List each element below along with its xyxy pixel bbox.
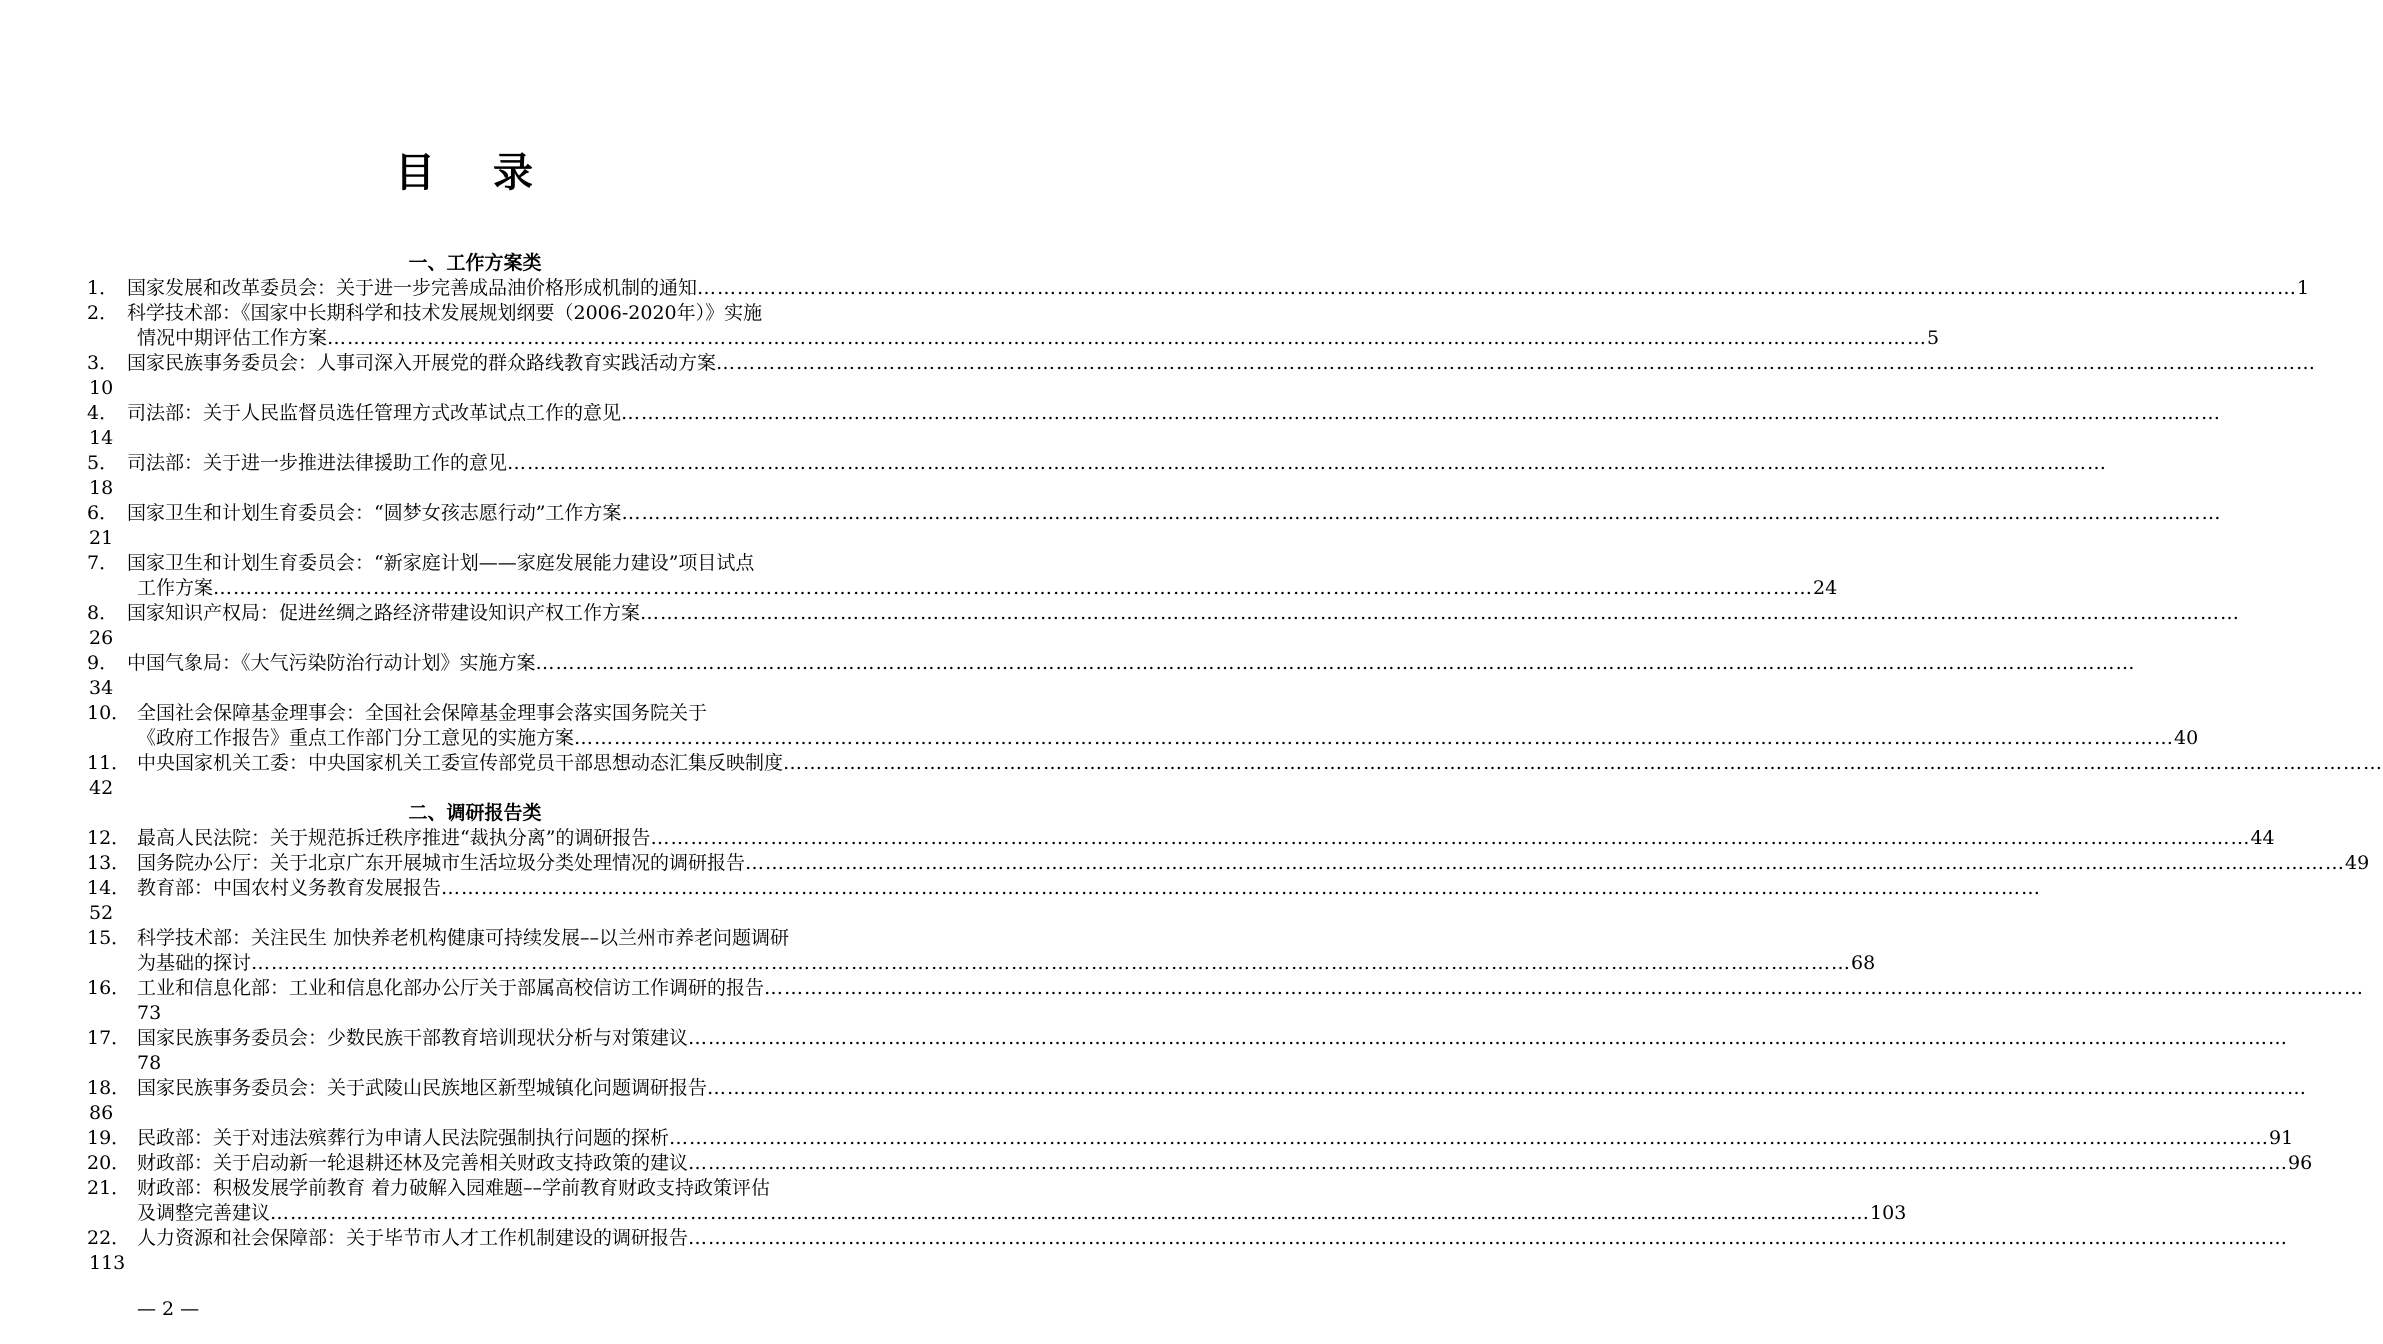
entry-number: 8． [87,602,119,624]
entry-text [127,451,2108,476]
page-number: 73 [137,1002,162,1024]
entry-title: 科学技术部：关注民生 加快养老机构健康可持续发展––以兰州市养老问题调研 [137,927,790,949]
entry-number: 20． [87,1152,131,1174]
page-footer: — 2 — [137,1298,200,1320]
entry-title: 国务院办公厅：关于北京广东开展城市生活垃圾分类处理情况的调研报告 [137,852,746,874]
page-number-line [0,376,950,401]
entry-title: 国家民族事务委员会：少数民族干部教育培训现状分析与对策建议 [137,1027,689,1049]
entry-number: 17． [87,1027,131,1049]
entry-text [137,826,2275,851]
page-number: 86 [89,1102,114,1124]
entry-text [137,976,2365,1001]
entry-text [127,351,2317,376]
page-number-line [0,776,950,801]
toc-entry-line [0,1226,2289,1251]
entry-title: 国家卫生和计划生育委员会：“新家庭计划——家庭发展能力建设”项目试点 [127,552,755,574]
toc-entry-line [0,326,1940,351]
leader-dots: …………………………………………………………………………………………………………………………………………………………………………………………………………………… [327,327,1928,349]
page-number: 42 [89,777,114,799]
leader-dots: …………………………………………………………………………………………………………………………………………………………………………………………………………………… [745,852,2346,874]
entry-number: 2． [87,302,119,324]
page-number: 44 [2250,827,2275,849]
entry-number: 9． [87,652,119,674]
entry-number: 6． [87,502,119,524]
toc-entry-line [0,501,2222,526]
entry-number: 14． [87,877,131,899]
page-number-line [0,526,950,551]
toc-entry-line [0,276,2310,301]
toc-entry-line [0,1176,950,1201]
leader-dots: …………………………………………………………………………………………………………………………………………………………………………………………………………………… [707,1077,2308,1099]
entry-number: 1． [87,277,119,299]
page-number-line [0,1001,950,1026]
entry-number: 13． [87,852,131,874]
toc-entry-line [0,1126,2294,1151]
toc-entry-line [0,576,1838,601]
entry-title: 国家发展和改革委员会：关于进一步完善成品油价格形成机制的通知 [127,277,698,299]
leader-dots: …………………………………………………………………………………………………………………………………………………………………………………………………………………… [640,602,2241,624]
page-number-line [0,1101,950,1126]
page-number: 21 [89,527,114,549]
page-number-line [0,1251,950,1276]
page-number: 10 [89,377,114,399]
page-number-line [0,901,950,926]
entry-text [127,601,2241,626]
entry-title: 工作方案 [137,577,214,599]
leader-dots: …………………………………………………………………………………………………………………………………………………………………………………………………………………… [535,652,2136,674]
page-number: 40 [2174,727,2199,749]
leader-dots: …………………………………………………………………………………………………………………………………………………………………………………………………………………… [688,1027,2289,1049]
entry-number: 22． [87,1227,131,1249]
leader-dots: …………………………………………………………………………………………………………………………………………………………………………………………………………………… [251,952,1852,974]
leader-dots: …………………………………………………………………………………………………………………………………………………………………………………………………………………… [621,402,2222,424]
leader-dots: …………………………………………………………………………………………………………………………………………………………………………………………………………………… [764,977,2365,999]
entry-text [137,751,2383,776]
entry-number: 5． [87,452,119,474]
toc-entry-line [0,1151,2313,1176]
toc-entry-line [0,926,950,951]
toc-entry-line [0,551,950,576]
entry-title: 《政府工作报告》重点工作部门分工意见的实施方案 [137,727,575,749]
entry-number: 10． [87,702,131,724]
entry-text [137,326,1940,351]
entry-title: 财政部：积极发展学前教育 着力破解入园难题––学前教育财政支持政策评估 [137,1177,771,1199]
entry-text [137,1126,2294,1151]
page-number: 96 [2288,1152,2313,1174]
toc-entry-line [0,401,2222,426]
toc-entry-line [0,826,2275,851]
page-number: 1 [2297,277,2310,299]
entry-title: 国家卫生和计划生育委员会：“圆梦女孩志愿行动”工作方案 [127,502,622,524]
page-number: 26 [89,627,114,649]
page-number: 14 [89,427,114,449]
entry-number: 19． [87,1127,131,1149]
entry-text [137,1176,903,1201]
toc-entry-line [0,301,950,326]
entry-text [127,501,2222,526]
page-number: 103 [1870,1202,1907,1224]
page-number-line [0,676,950,701]
entry-title: 全国社会保障基金理事会：全国社会保障基金理事会落实国务院关于 [137,702,708,724]
page-number-line [0,476,950,501]
entry-title: 及调整完善建议 [137,1202,271,1224]
page-number: 91 [2269,1127,2294,1149]
entry-number: 7． [87,552,119,574]
leader-dots: …………………………………………………………………………………………………………………………………………………………………………………………………………………… [441,877,2042,899]
entry-text [137,951,1876,976]
leader-dots: …………………………………………………………………………………………………………………………………………………………………………………………………………………… [688,1227,2289,1249]
page-number: 113 [89,1252,126,1274]
leader-dots: …………………………………………………………………………………………………………………………………………………………………………………………………………………… [574,727,2175,749]
entry-title: 国家知识产权局：促进丝绸之路经济带建设知识产权工作方案 [127,602,641,624]
toc-entry-line [0,351,2317,376]
page-number-line [0,626,950,651]
toc-entry-line [0,1026,2289,1051]
entry-text [137,1026,2289,1051]
entry-number: 21． [87,1177,131,1199]
toc-entry-line [0,876,2042,901]
entry-text [137,1151,2313,1176]
leader-dots: …………………………………………………………………………………………………………………………………………………………………………………………………………………… [783,752,2383,774]
entry-number: 4． [87,402,119,424]
entry-text [127,276,2310,301]
entry-number: 16． [87,977,131,999]
toc-entry-line [0,651,2136,676]
entry-number: 15． [87,927,131,949]
toc-entry-line [0,976,2365,1001]
entry-text [137,926,903,951]
entry-text [137,1226,2289,1251]
entry-title: 人力资源和社会保障部：关于毕节市人才工作机制建设的调研报告 [137,1227,689,1249]
entry-title: 财政部：关于启动新一轮退耕还林及完善相关财政支持政策的建议 [137,1152,689,1174]
page-number: 49 [2345,852,2370,874]
entry-title: 国家民族事务委员会：人事司深入开展党的群众路线教育实践活动方案 [127,352,717,374]
entry-text [127,301,903,326]
entry-title: 司法部：关于进一步推进法律援助工作的意见 [127,452,508,474]
entry-number: 3． [87,352,119,374]
leader-dots: …………………………………………………………………………………………………………………………………………………………………………………………………………………… [270,1202,1871,1224]
page-number: 78 [137,1052,162,1074]
entry-title: 司法部：关于人民监督员选任管理方式改革试点工作的意见 [127,402,622,424]
page-title: 目 录 [395,150,555,196]
page-number: 24 [1813,577,1838,599]
entry-text [127,551,903,576]
toc-entry-line [0,851,2370,876]
leader-dots: …………………………………………………………………………………………………………………………………………………………………………………………………………………… [507,452,2108,474]
entry-text [137,726,2199,751]
entry-number: 11． [87,752,131,774]
leader-dots: …………………………………………………………………………………………………………………………………………………………………………………………………………………… [716,352,2317,374]
entry-title: 民政部：关于对违法殡葬行为申请人民法院强制执行问题的探析 [137,1127,670,1149]
entry-title: 工业和信息化部：工业和信息化部办公厅关于部属高校信访工作调研的报告 [137,977,765,999]
toc-entry-line [0,451,2108,476]
entry-text [127,651,2136,676]
entry-title: 科学技术部：《国家中长期科学和技术发展规划纲要（2006-2020年）》实施 [127,302,763,324]
leader-dots: …………………………………………………………………………………………………………………………………………………………………………………………………………………… [697,277,2298,299]
entry-title: 中国气象局：《大气污染防治行动计划》实施方案 [127,652,536,674]
entry-title: 情况中期评估工作方案 [137,327,328,349]
toc-entry-line [0,701,950,726]
entry-text [137,576,1838,601]
entry-text [137,876,2042,901]
entry-number: 18． [87,1077,131,1099]
page-number: 5 [1927,327,1940,349]
page-number: 18 [89,477,114,499]
table-of-contents [0,251,2383,1276]
page-number: 34 [89,677,114,699]
entry-number: 12． [87,827,131,849]
page-number-line [0,426,950,451]
leader-dots: …………………………………………………………………………………………………………………………………………………………………………………………………………………… [621,502,2222,524]
entry-title: 为基础的探讨 [137,952,252,974]
toc-entry-line [0,726,2199,751]
page-number: 52 [89,902,114,924]
page-number-line [0,1051,950,1076]
section-heading: 一、工作方案类 [408,252,542,274]
toc-entry-line [0,1201,1907,1226]
leader-dots: …………………………………………………………………………………………………………………………………………………………………………………………………………………… [213,577,1814,599]
section-heading: 二、调研报告类 [408,802,542,824]
toc-entry-line [0,951,1876,976]
leader-dots: …………………………………………………………………………………………………………………………………………………………………………………………………………………… [669,1127,2270,1149]
entry-title: 国家民族事务委员会：关于武陵山民族地区新型城镇化问题调研报告 [137,1077,708,1099]
toc-entry-line [0,1076,2308,1101]
toc-entry-line [0,751,2383,776]
entry-title: 最高人民法院：关于规范拆迁秩序推进“裁执分离”的调研报告 [137,827,651,849]
entry-text [137,701,903,726]
toc-entry-line [0,601,2241,626]
leader-dots: …………………………………………………………………………………………………………………………………………………………………………………………………………………… [650,827,2251,849]
entry-text [127,401,2222,426]
entry-title: 中央国家机关工委：中央国家机关工委宣传部党员干部思想动态汇集反映制度 [137,752,784,774]
page-number: 68 [1851,952,1876,974]
entry-text [137,1201,1907,1226]
leader-dots: …………………………………………………………………………………………………………………………………………………………………………………………………………………… [688,1152,2289,1174]
entry-text [137,851,2370,876]
entry-text [137,1076,2308,1101]
entry-title: 教育部：中国农村义务教育发展报告 [137,877,442,899]
